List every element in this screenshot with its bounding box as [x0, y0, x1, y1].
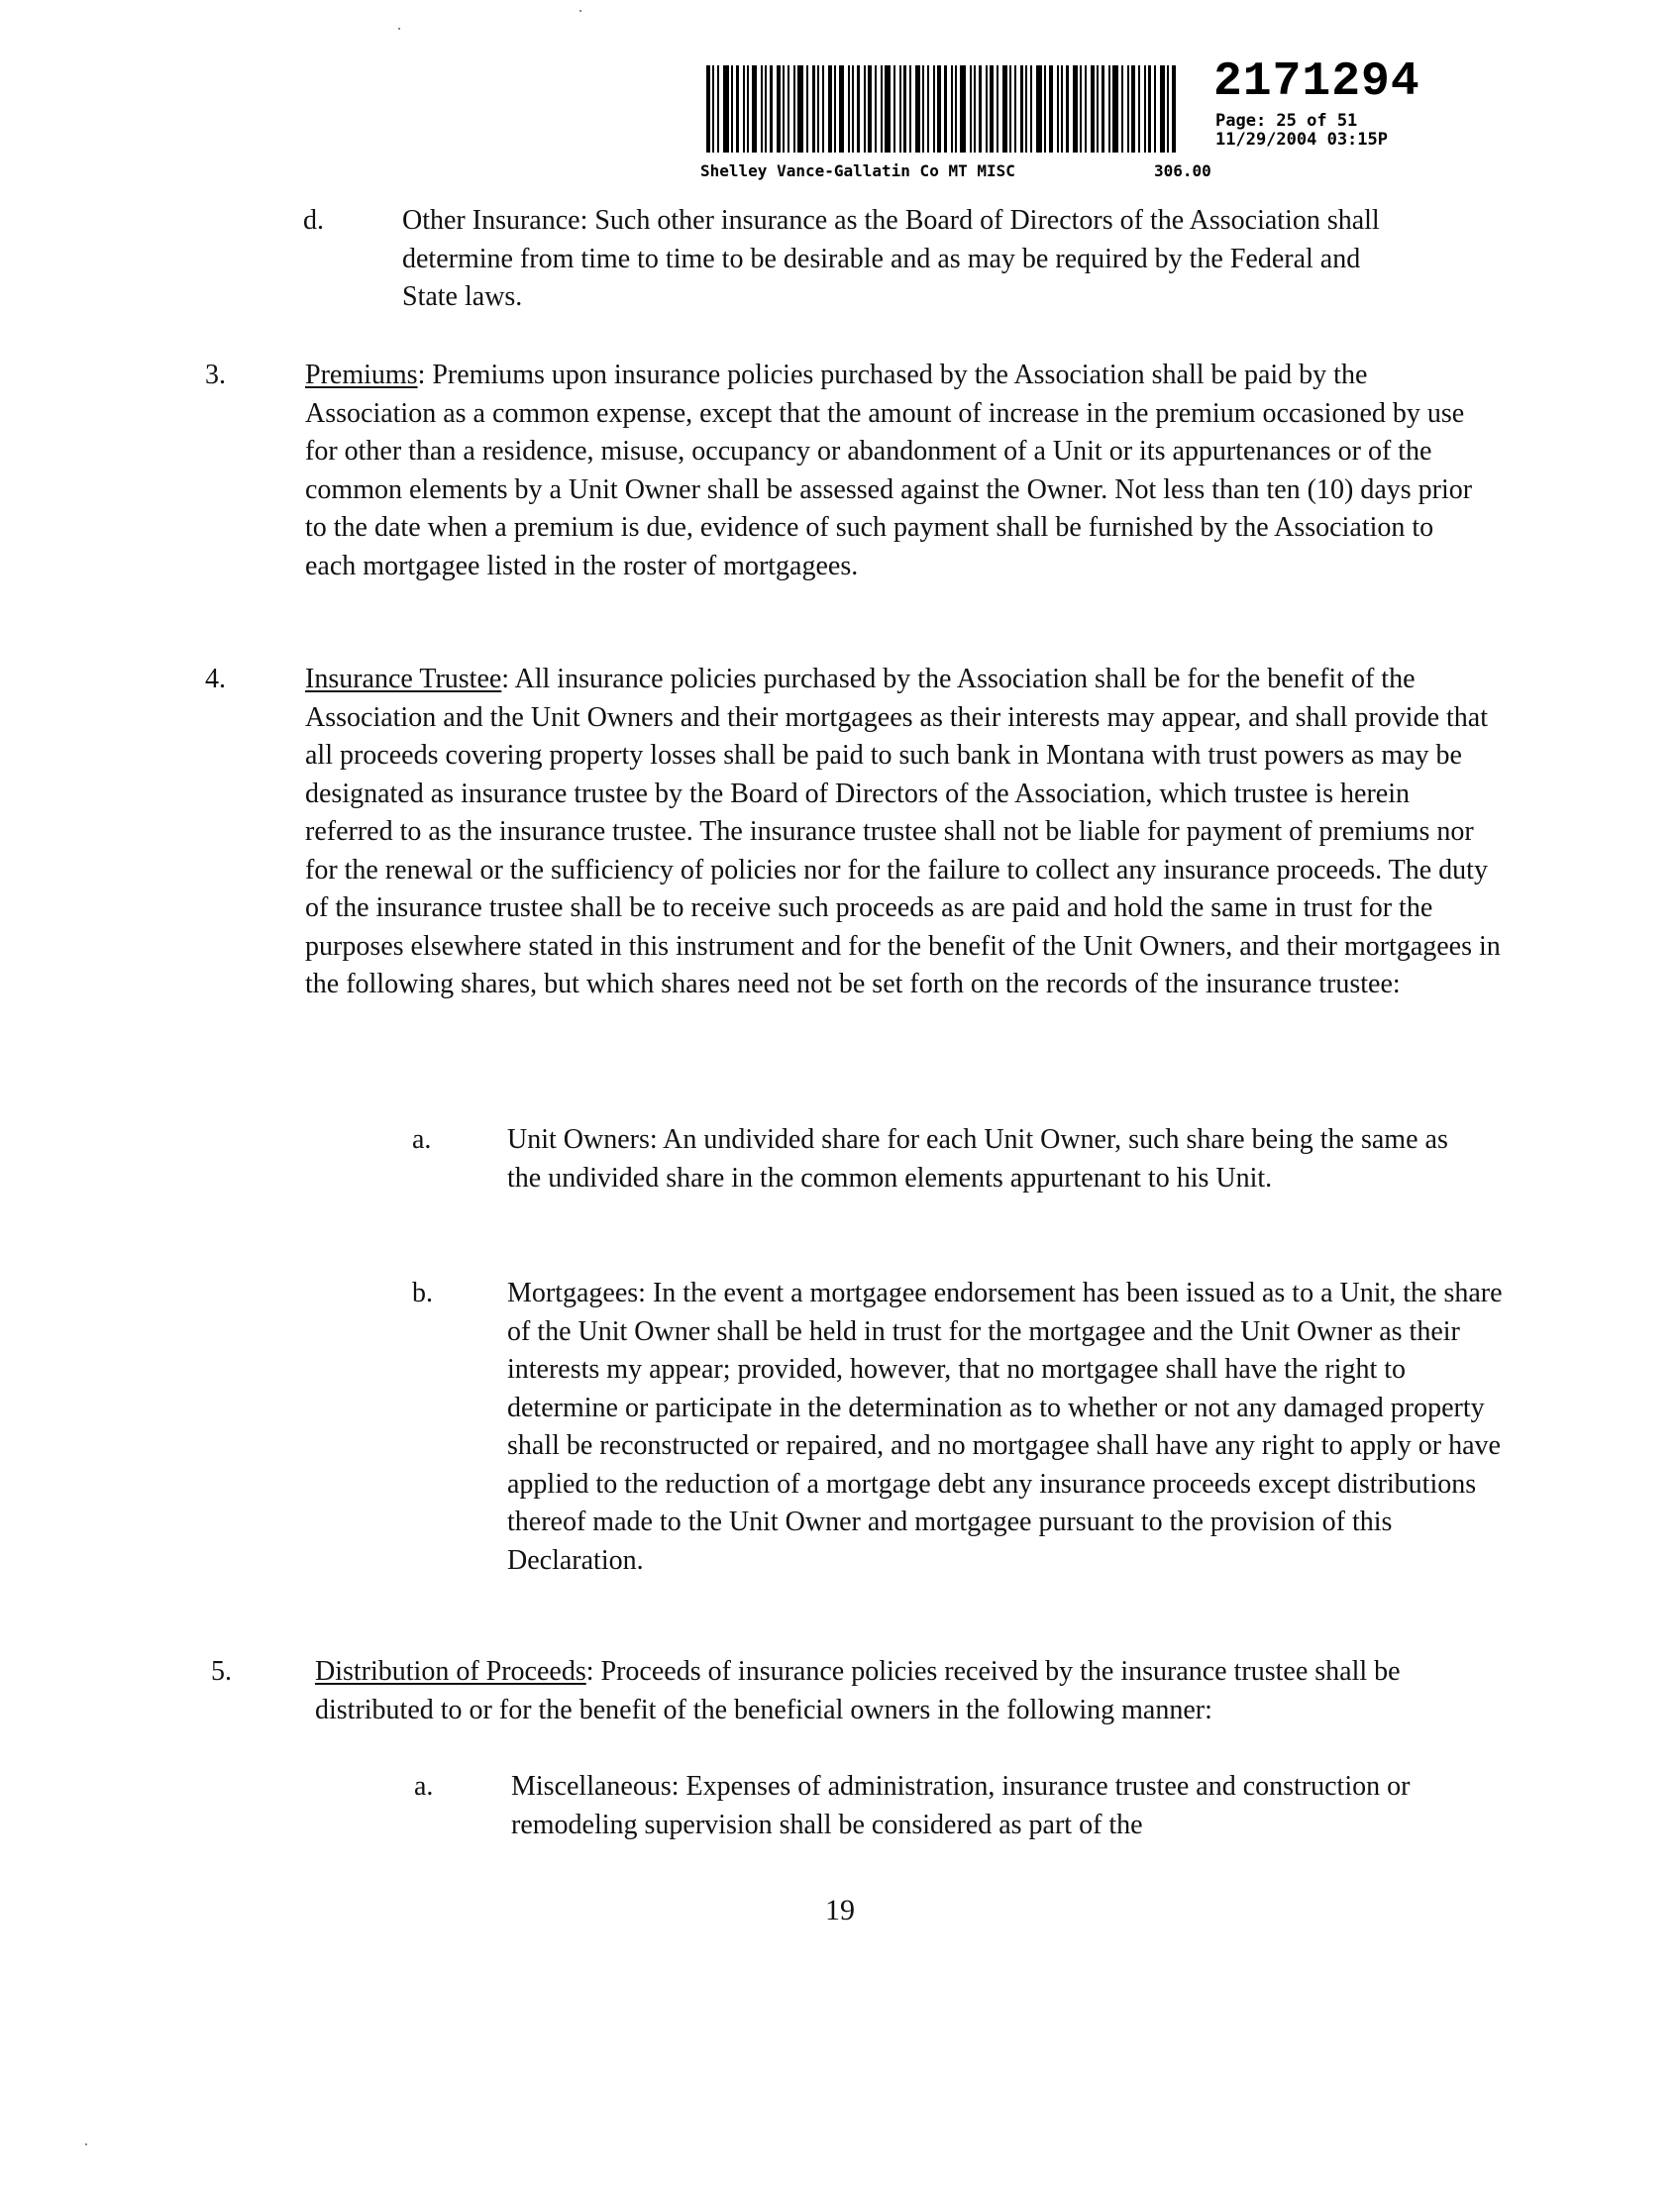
- recording-fee: 306.00: [1154, 161, 1211, 180]
- item-3-text: : Premiums upon insurance policies purchased by the Association shall be paid by the Association as a common expense, except that the amount of increase in the premium occasioned by use for other than a residence, misuse, occupancy or abandonment of a Unit or its appurtenances or of the common elements by a Unit Owner shall be assessed against the Owner. Not less than ten (10) days prior to the date when a premium is due, evidence of such payment shall be furnished by the Association to each mortgagee listed in the roster of mortgagees.: [305, 360, 1473, 581]
- barcode-bar: [1020, 65, 1023, 153]
- barcode-bar: [793, 65, 795, 153]
- barcode-bar: [922, 65, 924, 153]
- barcode-bar: [885, 65, 891, 153]
- barcode-bar: [736, 65, 739, 153]
- barcode-bar: [990, 65, 994, 153]
- barcode-bar: [1131, 65, 1135, 153]
- barcode-bar: [1097, 65, 1099, 153]
- barcode-bar: [868, 65, 872, 153]
- record-date-time: 11/29/2004 03:15P: [1215, 130, 1388, 150]
- barcode-bar: [1167, 65, 1169, 153]
- scan-speck: [579, 10, 581, 12]
- page-number: 19: [825, 1894, 855, 1926]
- barcode-bar: [903, 65, 906, 153]
- item-5-text: : Proceeds of insurance policies received by the insurance trustee shall be distributed to or for the benefit of the beneficial owners in the following manner:: [315, 1656, 1401, 1725]
- barcode-bar: [1061, 65, 1063, 153]
- barcode-bar: [812, 65, 815, 153]
- item-3-paragraph: [305, 357, 1484, 585]
- item-5-paragraph: [315, 1653, 1504, 1729]
- barcode-bar: [822, 65, 824, 153]
- barcode-bar: [1121, 65, 1123, 153]
- barcode-bar: [970, 65, 972, 153]
- barcode-bar: [864, 65, 866, 153]
- barcode-bar: [1044, 65, 1046, 153]
- item-4-marker: 4.: [205, 664, 226, 694]
- item-4-paragraph: [305, 661, 1504, 1004]
- barcode-bar: [979, 65, 982, 153]
- item-4-text: : All insurance policies purchased by the Association shall be for the benefit of the Association and the Unit Owners and their mortgagees as their interests may appear, and shall provide that all proceeds covering property losses shall be paid to such bank in Montana with trust powers as may be designated as insurance trustee by the Board of Directors of the Association, which trustee is herein referred to as the insurance trustee. The insurance trustee shall not be liable for payment of premiums nor for the renewal or the sufficiency of policies nor for the failure to collect any insurance proceeds. The duty of the insurance trustee shall be to receive such proceeds as are paid and hold the same in trust for the purposes elsewhere stated in this instrument and for the benefit of the Unit Owners, and their mortgagees in the following shares, but which shares need not be set forth on the records of the insurance trustee:: [305, 664, 1501, 999]
- barcode-bar: [743, 65, 745, 153]
- item-4-heading: Insurance Trustee: [305, 664, 502, 694]
- recorder-line: Shelley Vance-Gallatin Co MT MISC: [700, 161, 1015, 180]
- barcode-bar: [839, 65, 844, 153]
- barcode-bar: [806, 65, 808, 153]
- item-4b-text: Mortgagees: In the event a mortgagee endorsement has been issued as to a Unit, the share of the Unit Owner shall be held in trust for the mortgagee and the Unit Owner as their interests my appear; provided, however, that no mortgagee shall have the right to determine or participate in the determination as to whether or not any damaged property shall be reconstructed or repaired, and no mortgagee shall have any right to apply or have applied to the reduction of a mortgage debt any insurance proceeds except distributions thereof made to the Unit Owner and mortgagee pursuant to the provision of this Declaration.: [507, 1278, 1503, 1576]
- barcode-bar: [960, 65, 966, 153]
- barcode-bar: [712, 65, 714, 153]
- barcode-bar: [1172, 65, 1176, 153]
- barcode-bar: [777, 65, 781, 153]
- barcode-bar: [986, 65, 988, 153]
- barcode-bar: [915, 65, 920, 153]
- barcode-bar: [1057, 65, 1059, 153]
- barcode-bar: [1148, 65, 1151, 153]
- barcode-bar: [974, 65, 976, 153]
- barcode-bar: [828, 65, 832, 153]
- barcode-bar: [951, 65, 953, 153]
- barcode-bar: [770, 65, 773, 153]
- barcode-bar: [797, 65, 803, 153]
- barcode-bar: [955, 65, 957, 153]
- record-page-info: Page: 25 of 51: [1215, 111, 1358, 131]
- barcode-bar: [1049, 65, 1053, 153]
- barcode-bar: [1112, 65, 1118, 153]
- barcode-bar: [937, 65, 941, 153]
- recording-stamp: [698, 55, 1421, 188]
- barcode-bar: [1154, 65, 1156, 153]
- barcode-bar: [997, 65, 998, 153]
- barcode-bar: [852, 65, 854, 153]
- record-number: 2171294: [1213, 55, 1420, 109]
- barcode-bar: [1025, 65, 1027, 153]
- item-d-text: Other Insurance: Such other insurance as the Board of Directors of the Association shall determine from time to time to be desirable and as may be required by the Federal and State laws.: [402, 205, 1380, 312]
- item-5-marker: 5.: [211, 1656, 232, 1687]
- barcode-bar: [1127, 65, 1129, 153]
- barcode-bar: [1085, 65, 1087, 153]
- barcode-bar: [783, 65, 785, 153]
- barcode-bar: [788, 65, 789, 153]
- barcode-bar: [1036, 65, 1042, 153]
- item-5a-text: Miscellaneous: Expenses of administration, insurance trustee and construction or remodeling supervision shall be considered as part of the: [511, 1771, 1411, 1840]
- barcode-bar: [1014, 65, 1016, 153]
- barcode-bar: [944, 65, 947, 153]
- barcode-bar: [706, 65, 710, 153]
- barcode-bar: [1073, 65, 1078, 153]
- barcode-bar: [1091, 65, 1095, 153]
- barcode-bar: [1138, 65, 1140, 153]
- barcode-bar: [717, 65, 719, 153]
- barcode-bar: [752, 65, 757, 153]
- barcode-bar: [765, 65, 767, 153]
- barcode-bar: [909, 65, 911, 153]
- barcode-bar: [857, 65, 860, 153]
- barcode-bar: [723, 65, 729, 153]
- barcode-bar: [1066, 65, 1069, 153]
- barcode-bar: [1102, 65, 1104, 153]
- barcode-bar: [899, 65, 901, 153]
- barcode-bar: [834, 65, 836, 153]
- item-4b-marker: b.: [412, 1278, 433, 1308]
- item-5a-marker: a.: [414, 1771, 434, 1802]
- item-4a-text: Unit Owners: An undivided share for each Unit Owner, such share being the same as the undivided share in the common elements appurtenant to his Unit.: [507, 1124, 1448, 1194]
- barcode-bar: [1002, 65, 1007, 153]
- item-3-marker: 3.: [205, 360, 226, 390]
- scan-speck: [85, 2143, 87, 2145]
- barcode-bar: [881, 65, 883, 153]
- scan-speck: [398, 28, 400, 30]
- barcode-bar: [761, 65, 763, 153]
- item-4a-marker: a.: [412, 1124, 432, 1155]
- barcode-bar: [731, 65, 733, 153]
- item-3-heading: Premiums: [305, 360, 418, 390]
- barcode-bar: [1144, 65, 1146, 153]
- barcode-bar: [927, 65, 929, 153]
- barcode-bar: [893, 65, 895, 153]
- barcode-bar: [1030, 65, 1032, 153]
- barcode-bar: [1080, 65, 1082, 153]
- barcode-bar: [1108, 65, 1110, 153]
- barcode-bar: [817, 65, 819, 153]
- barcode-bar: [848, 65, 850, 153]
- item-d-marker: d.: [303, 205, 324, 236]
- item-5-heading: Distribution of Proceeds: [315, 1656, 586, 1687]
- barcode-bar: [1009, 65, 1011, 153]
- barcode: [706, 65, 1202, 153]
- barcode-bar: [1160, 65, 1165, 153]
- barcode-bar: [933, 65, 935, 153]
- barcode-bar: [747, 65, 749, 153]
- barcode-bar: [875, 65, 877, 153]
